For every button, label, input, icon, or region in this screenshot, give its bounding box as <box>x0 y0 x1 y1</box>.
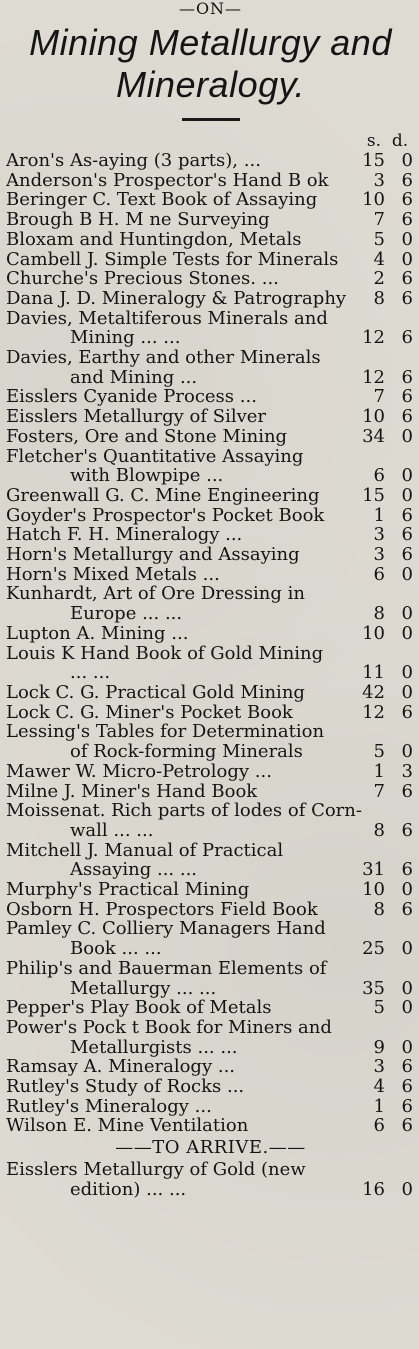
price-shillings: 25 <box>362 938 385 960</box>
price-pence: 0 <box>401 622 413 644</box>
book-entry <box>6 486 415 506</box>
book-entry <box>6 190 415 210</box>
price-pence: 0 <box>401 997 413 1019</box>
book-price <box>359 1038 413 1058</box>
price-pence: 6 <box>401 701 413 723</box>
book-entry <box>6 762 415 782</box>
book-entry <box>6 1116 415 1136</box>
price-pence: 6 <box>401 287 413 309</box>
book-entry <box>6 407 415 427</box>
book-entry <box>6 289 415 309</box>
book-entry <box>6 703 415 723</box>
price-pence: 6 <box>401 544 413 566</box>
book-title: Greenwall G. C. Mine Engineering <box>6 485 320 506</box>
price-shillings: 10 <box>362 622 385 644</box>
price-shillings: 7 <box>373 209 385 231</box>
book-title: Ramsay A. Mineralogy ... <box>6 1057 236 1078</box>
price-shillings: 3 <box>373 169 385 191</box>
book-list <box>6 151 415 1136</box>
book-title: Mitchell J. Manual of Practical <box>6 840 284 861</box>
book-title: Davies, Metaltiferous Minerals and <box>6 308 328 329</box>
price-pence: 0 <box>401 484 413 506</box>
book-price <box>359 210 413 230</box>
price-shillings: 16 <box>362 1178 385 1200</box>
pence-label: d. <box>391 131 409 151</box>
book-price <box>359 368 413 388</box>
book-price <box>359 565 413 585</box>
shillings-label: s. <box>366 131 382 151</box>
price-pence: 6 <box>401 189 413 211</box>
price-shillings: 3 <box>373 524 385 546</box>
price-pence: 6 <box>401 504 413 526</box>
book-title: Lessing's Tables for Determination <box>6 722 325 743</box>
book-price <box>359 860 413 880</box>
book-entry <box>6 565 415 585</box>
book-title: Horn's Metallurgy and Assaying <box>6 545 300 565</box>
book-title: Pepper's Play Book of Metals <box>6 998 272 1018</box>
book-title: Louis K Hand Book of Gold Mining <box>6 643 324 664</box>
book-entry <box>6 230 415 250</box>
book-title: Aron's As-aying (3 parts), ... <box>6 151 261 171</box>
book-price <box>359 328 413 348</box>
book-title: Churche's Precious Stones. ... <box>6 269 279 289</box>
book-price <box>359 545 413 565</box>
book-title: Hatch F. H. Mineralogy ... <box>6 525 243 546</box>
book-price <box>359 1077 413 1097</box>
book-title: Kunhardt, Art of Ore Dressing in <box>6 584 305 605</box>
book-price <box>359 742 413 762</box>
book-title: Wilson E. Mine Ventilation <box>6 1116 249 1137</box>
price-pence: 0 <box>401 879 413 901</box>
price-shillings: 34 <box>362 425 385 447</box>
price-pence: 0 <box>401 563 413 585</box>
price-pence: 0 <box>401 938 413 960</box>
book-title: Brough B H. M ne Surveying <box>6 210 270 230</box>
book-entry <box>6 447 415 486</box>
book-title: Goyder's Prospector's Pocket Book <box>6 505 325 526</box>
price-pence: 6 <box>401 406 413 428</box>
book-price <box>359 880 413 900</box>
book-entry <box>6 841 415 880</box>
book-title-continuation: Metallurgists ... ... <box>70 1037 238 1058</box>
book-price <box>359 703 413 723</box>
to-arrive-heading: ——TO ARRIVE.—— <box>115 1137 306 1159</box>
book-price <box>359 821 413 841</box>
book-title: Pamley C. Colliery Managers Hand <box>6 919 326 940</box>
price-pence: 6 <box>401 1115 413 1137</box>
book-title: Eisslers Metallurgy of Gold (new <box>6 1160 306 1180</box>
price-shillings: 9 <box>373 1036 385 1058</box>
price-pence: 0 <box>401 977 413 999</box>
book-price <box>359 1180 413 1200</box>
price-pence: 6 <box>401 819 413 841</box>
book-price <box>359 979 413 999</box>
book-price <box>359 1116 413 1136</box>
book-price <box>359 190 413 210</box>
book-title: Moissenat. Rich parts of lodes of Corn- <box>6 801 362 821</box>
price-pence: 0 <box>401 741 413 763</box>
book-title: Milne J. Miner's Hand Book <box>6 781 258 802</box>
price-shillings: 10 <box>362 879 385 901</box>
book-entry <box>6 1160 415 1199</box>
price-units-header <box>6 131 415 151</box>
price-pence: 0 <box>401 662 413 684</box>
book-title-continuation: Metallurgy ... ... <box>70 978 217 999</box>
price-shillings: 5 <box>373 228 385 250</box>
book-price <box>359 782 413 802</box>
book-entry <box>6 782 415 802</box>
price-pence: 6 <box>401 1076 413 1098</box>
book-title: Osborn H. Prospectors Field Book <box>6 899 318 920</box>
book-price <box>359 762 413 782</box>
book-price <box>359 250 413 270</box>
book-title-continuation: Book ... ... <box>70 939 162 959</box>
title-rule <box>182 118 240 121</box>
price-pence: 3 <box>401 760 413 782</box>
price-pence: 6 <box>401 327 413 349</box>
book-price <box>359 900 413 920</box>
book-entry <box>6 269 415 289</box>
book-entry <box>6 959 415 998</box>
book-title: Murphy's Practical Mining <box>6 880 250 900</box>
price-pence: 0 <box>401 681 413 703</box>
price-pence: 6 <box>401 524 413 546</box>
price-shillings: 10 <box>362 406 385 428</box>
book-entry <box>6 525 415 545</box>
price-pence: 0 <box>401 1036 413 1058</box>
book-entry <box>6 210 415 230</box>
price-shillings: 11 <box>362 662 385 684</box>
book-title: Fletcher's Quantitative Assaying <box>6 446 304 467</box>
book-entry <box>6 250 415 270</box>
book-title-continuation: Mining ... ... <box>70 328 181 349</box>
book-entry <box>6 644 415 683</box>
book-price <box>359 427 413 447</box>
book-price <box>359 998 413 1018</box>
price-shillings: 1 <box>373 760 385 782</box>
book-entry <box>6 171 415 191</box>
book-entry <box>6 348 415 387</box>
book-price <box>359 387 413 407</box>
price-pence: 6 <box>401 169 413 191</box>
price-pence: 6 <box>401 859 413 881</box>
book-title-continuation: Assaying ... ... <box>70 860 198 881</box>
book-title: Eisslers Cyanide Process ... <box>6 387 257 408</box>
book-entry <box>6 722 415 761</box>
book-entry <box>6 880 415 900</box>
price-shillings: 6 <box>373 465 385 487</box>
book-price <box>359 1097 413 1117</box>
price-pence: 6 <box>401 366 413 388</box>
book-title: Eisslers Metallurgy of Silver <box>6 407 267 427</box>
book-price <box>359 269 413 289</box>
price-pence: 6 <box>401 898 413 920</box>
price-pence: 6 <box>401 386 413 408</box>
section-title-line-2: Mineralogy. <box>116 64 305 105</box>
book-entry <box>6 1057 415 1077</box>
book-title: Lock C. G. Miner's Pocket Book <box>6 702 293 723</box>
price-shillings: 42 <box>362 681 385 703</box>
price-shillings: 8 <box>373 603 385 625</box>
price-shillings: 2 <box>373 268 385 290</box>
book-title: Horn's Mixed Metals ... <box>6 564 220 585</box>
book-title: Cambell J. Simple Tests for Minerals <box>6 249 339 270</box>
price-shillings: 1 <box>373 504 385 526</box>
book-title: Mawer W. Micro-Petrology ... <box>6 761 272 782</box>
book-price <box>359 407 413 427</box>
price-shillings: 8 <box>373 819 385 841</box>
book-price <box>359 151 413 171</box>
book-title-continuation: edition) ... ... <box>70 1179 187 1200</box>
price-shillings: 5 <box>373 997 385 1019</box>
price-pence: 6 <box>401 780 413 802</box>
book-entry <box>6 900 415 920</box>
book-price <box>359 289 413 309</box>
price-shillings: 15 <box>362 484 385 506</box>
book-price <box>359 486 413 506</box>
book-title-continuation: Europe ... ... <box>70 604 183 624</box>
book-entry <box>6 624 415 644</box>
book-price <box>359 683 413 703</box>
book-title: Power's Pock t Book for Miners and <box>6 1017 332 1038</box>
book-price <box>359 466 413 486</box>
price-shillings: 6 <box>373 1115 385 1137</box>
section-title <box>6 22 415 106</box>
book-price <box>359 171 413 191</box>
book-price <box>359 624 413 644</box>
price-shillings: 8 <box>373 898 385 920</box>
book-entry <box>6 998 415 1018</box>
book-title: Lupton A. Mining ... <box>6 623 189 644</box>
section-title-line-1: Mining Metallurgy and <box>29 22 392 63</box>
book-title-continuation: of Rock-forming Minerals <box>70 742 303 762</box>
price-pence: 0 <box>401 603 413 625</box>
book-title-continuation: wall ... ... <box>70 820 154 841</box>
book-title: Davies, Earthy and other Minerals <box>6 348 321 368</box>
price-pence: 0 <box>401 248 413 270</box>
book-price <box>359 230 413 250</box>
book-title: Beringer C. Text Book of Assaying <box>6 190 318 211</box>
price-shillings: 6 <box>373 563 385 585</box>
price-shillings: 3 <box>373 544 385 566</box>
book-entry <box>6 1018 415 1057</box>
price-shillings: 8 <box>373 287 385 309</box>
price-shillings: 5 <box>373 741 385 763</box>
book-entry <box>6 801 415 840</box>
book-entry <box>6 506 415 526</box>
book-entry <box>6 545 415 565</box>
book-entry <box>6 387 415 407</box>
price-pence: 0 <box>401 150 413 171</box>
price-pence: 6 <box>401 209 413 231</box>
book-price <box>359 506 413 526</box>
book-entry <box>6 919 415 958</box>
book-entry <box>6 584 415 623</box>
book-price <box>359 525 413 545</box>
price-shillings: 12 <box>362 701 385 723</box>
book-price <box>359 1057 413 1077</box>
book-title-continuation: and Mining ... <box>70 367 198 388</box>
price-pence: 0 <box>401 1178 413 1200</box>
book-title: Lock C. G. Practical Gold Mining <box>6 682 305 703</box>
book-title-continuation: ... ... <box>70 663 111 683</box>
book-title: Rutley's Study of Rocks ... <box>6 1077 245 1097</box>
price-pence: 0 <box>401 465 413 487</box>
book-title-continuation: with Blowpipe ... <box>70 466 224 486</box>
book-title: Anderson's Prospector's Hand B ok <box>6 170 329 191</box>
price-pence: 0 <box>401 228 413 250</box>
book-entry <box>6 1077 415 1097</box>
book-price <box>359 939 413 959</box>
price-shillings: 7 <box>373 386 385 408</box>
book-price <box>359 604 413 624</box>
price-pence: 6 <box>401 1056 413 1078</box>
price-shillings: 3 <box>373 1056 385 1078</box>
price-pence: 0 <box>401 425 413 447</box>
price-shillings: 15 <box>362 150 385 171</box>
price-shillings: 4 <box>373 1076 385 1098</box>
book-entry <box>6 309 415 348</box>
price-shillings: 10 <box>362 189 385 211</box>
price-shillings: 35 <box>362 977 385 999</box>
book-title: Bloxam and Huntingdon, Metals <box>6 229 302 250</box>
on-heading: —ON— <box>178 0 243 18</box>
book-entry <box>6 683 415 703</box>
to-arrive-list <box>6 1160 415 1199</box>
book-title: Fosters, Ore and Stone Mining <box>6 426 288 447</box>
book-price <box>359 663 413 683</box>
price-shillings: 7 <box>373 780 385 802</box>
book-entry <box>6 427 415 447</box>
book-title: Philip's and Bauerman Elements of <box>6 958 327 979</box>
book-entry <box>6 1097 415 1117</box>
book-title: Rutley's Mineralogy ... <box>6 1096 212 1117</box>
price-pence: 6 <box>401 1095 413 1117</box>
book-title: Dana J. D. Mineralogy & Patrography <box>6 288 347 309</box>
price-shillings: 4 <box>373 248 385 270</box>
price-shillings: 31 <box>362 859 385 881</box>
price-shillings: 1 <box>373 1095 385 1117</box>
price-shillings: 12 <box>362 327 385 349</box>
book-entry <box>6 151 415 171</box>
price-pence: 6 <box>401 268 413 290</box>
price-shillings: 12 <box>362 366 385 388</box>
